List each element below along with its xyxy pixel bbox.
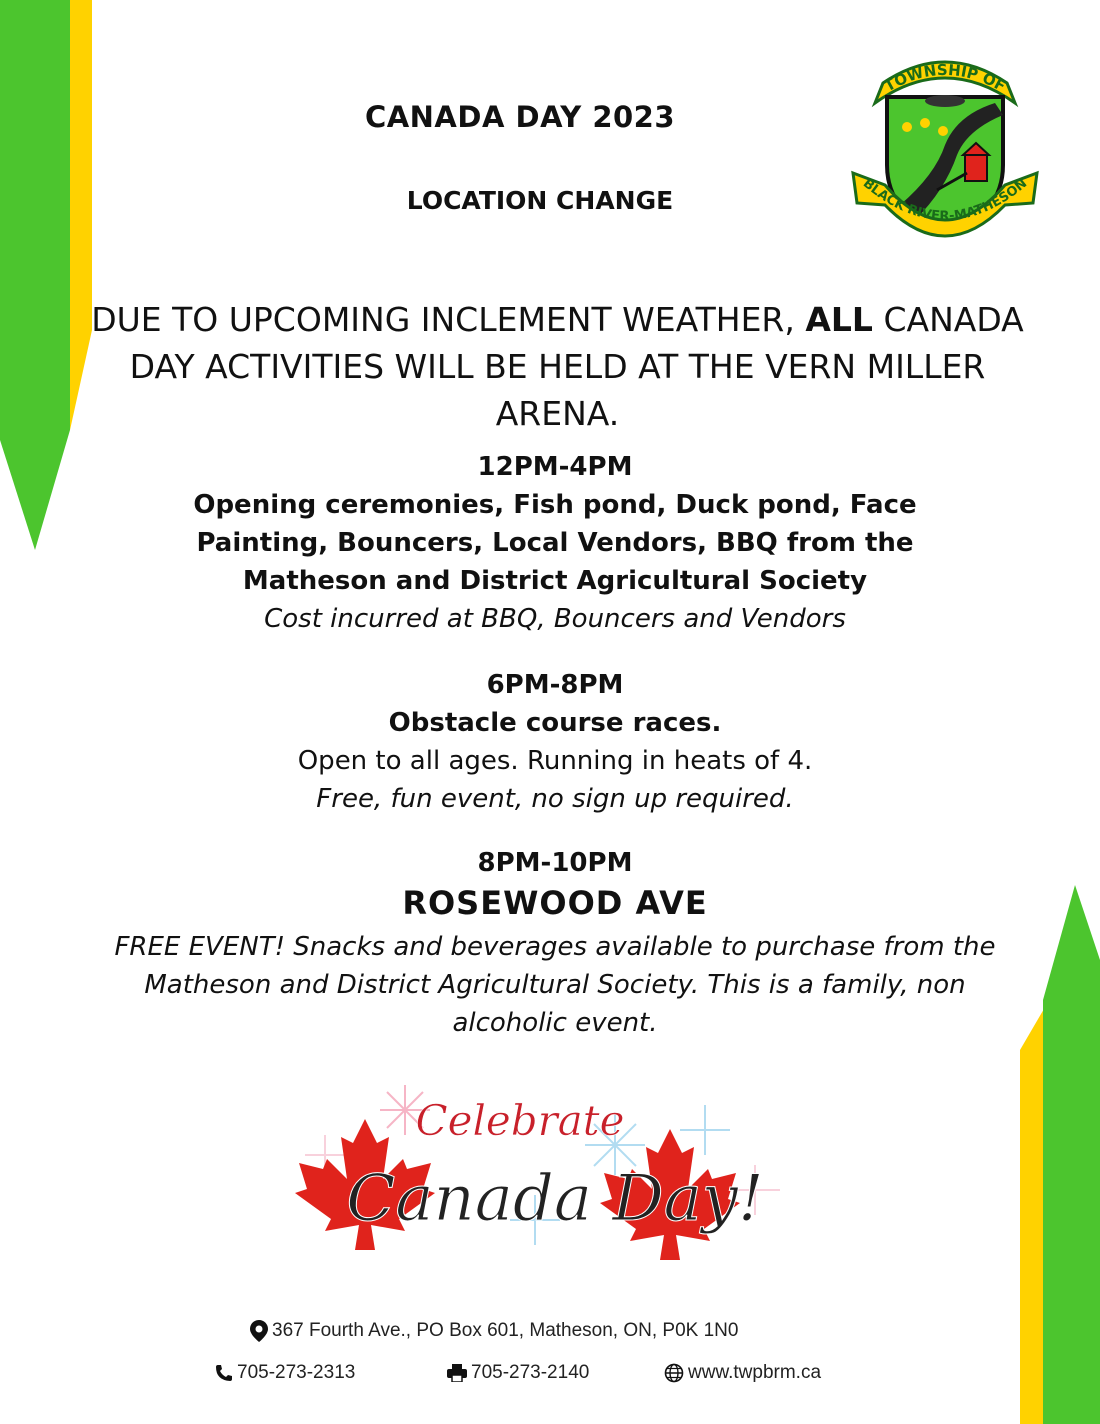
section-2-time: 6PM-8PM	[486, 670, 624, 700]
banner-line-2: Canada Day!	[346, 1162, 764, 1236]
township-crest-logo	[845, 55, 1045, 255]
celebrate-canada-day-banner	[285, 1075, 815, 1275]
svg-text:TOWNSHIP OF	[881, 61, 1008, 95]
section-2-activities: Obstacle course races.	[388, 708, 722, 738]
weather-notice	[80, 296, 1035, 437]
phone-text: 705-273-2313	[237, 1362, 356, 1383]
notice-text-pre: DUE TO UPCOMING INCLEMENT WEATHER,	[91, 300, 795, 339]
phone-icon	[215, 1364, 233, 1382]
footer-fax	[447, 1362, 589, 1384]
banner-line-1: Celebrate	[415, 1096, 625, 1145]
crest-bottom-text: BLACK RIVER-MATHESON	[859, 176, 1031, 225]
schedule-section-1	[140, 452, 970, 638]
right-ribbon-decoration	[1015, 880, 1100, 1424]
website-link[interactable]: www.twpbrm.ca	[688, 1362, 822, 1383]
section-3-time: 8PM-10PM	[477, 848, 633, 878]
notice-text-post: CANADA DAY ACTIVITIES WILL BE HELD AT THE VERN MILLER ARENA.	[129, 300, 1024, 433]
page-title: CANADA DAY 2023	[364, 100, 676, 134]
schedule-section-3	[100, 848, 1010, 1042]
footer-website	[664, 1362, 821, 1384]
fax-text: 705-273-2140	[471, 1362, 590, 1383]
address-text: 367 Fourth Ave., PO Box 601, Matheson, ON, P0K 1N0	[272, 1320, 739, 1341]
fax-printer-icon	[447, 1364, 467, 1382]
left-ribbon-decoration	[0, 0, 100, 560]
section-3-location: ROSEWOOD AVE	[402, 884, 708, 922]
crest-top-text: TOWNSHIP OF	[881, 60, 1009, 96]
section-1-note: Cost incurred at BBQ, Bouncers and Vendors	[264, 604, 846, 634]
notice-text-bold: ALL	[805, 300, 873, 339]
globe-icon	[664, 1363, 684, 1383]
section-1-activities: Opening ceremonies, Fish pond, Duck pond, Face Painting, Bouncers, Local Vendors, BBQ from the Matheson and District Agricultural Society	[193, 490, 917, 596]
section-3-note: FREE EVENT! Snacks and beverages available to purchase from the Matheson and District Agricultural Society. This is a family, non alcoholic event.	[114, 932, 996, 1038]
schedule-section-2	[140, 670, 970, 818]
footer-phone	[215, 1362, 355, 1384]
section-2-detail: Open to all ages. Running in heats of 4.	[297, 746, 813, 776]
footer-address	[250, 1320, 738, 1342]
section-1-time: 12PM-4PM	[477, 452, 633, 482]
page-subtitle: LOCATION CHANGE	[406, 186, 674, 215]
section-2-note: Free, fun event, no sign up required.	[316, 784, 794, 814]
location-pin-icon	[250, 1320, 268, 1342]
